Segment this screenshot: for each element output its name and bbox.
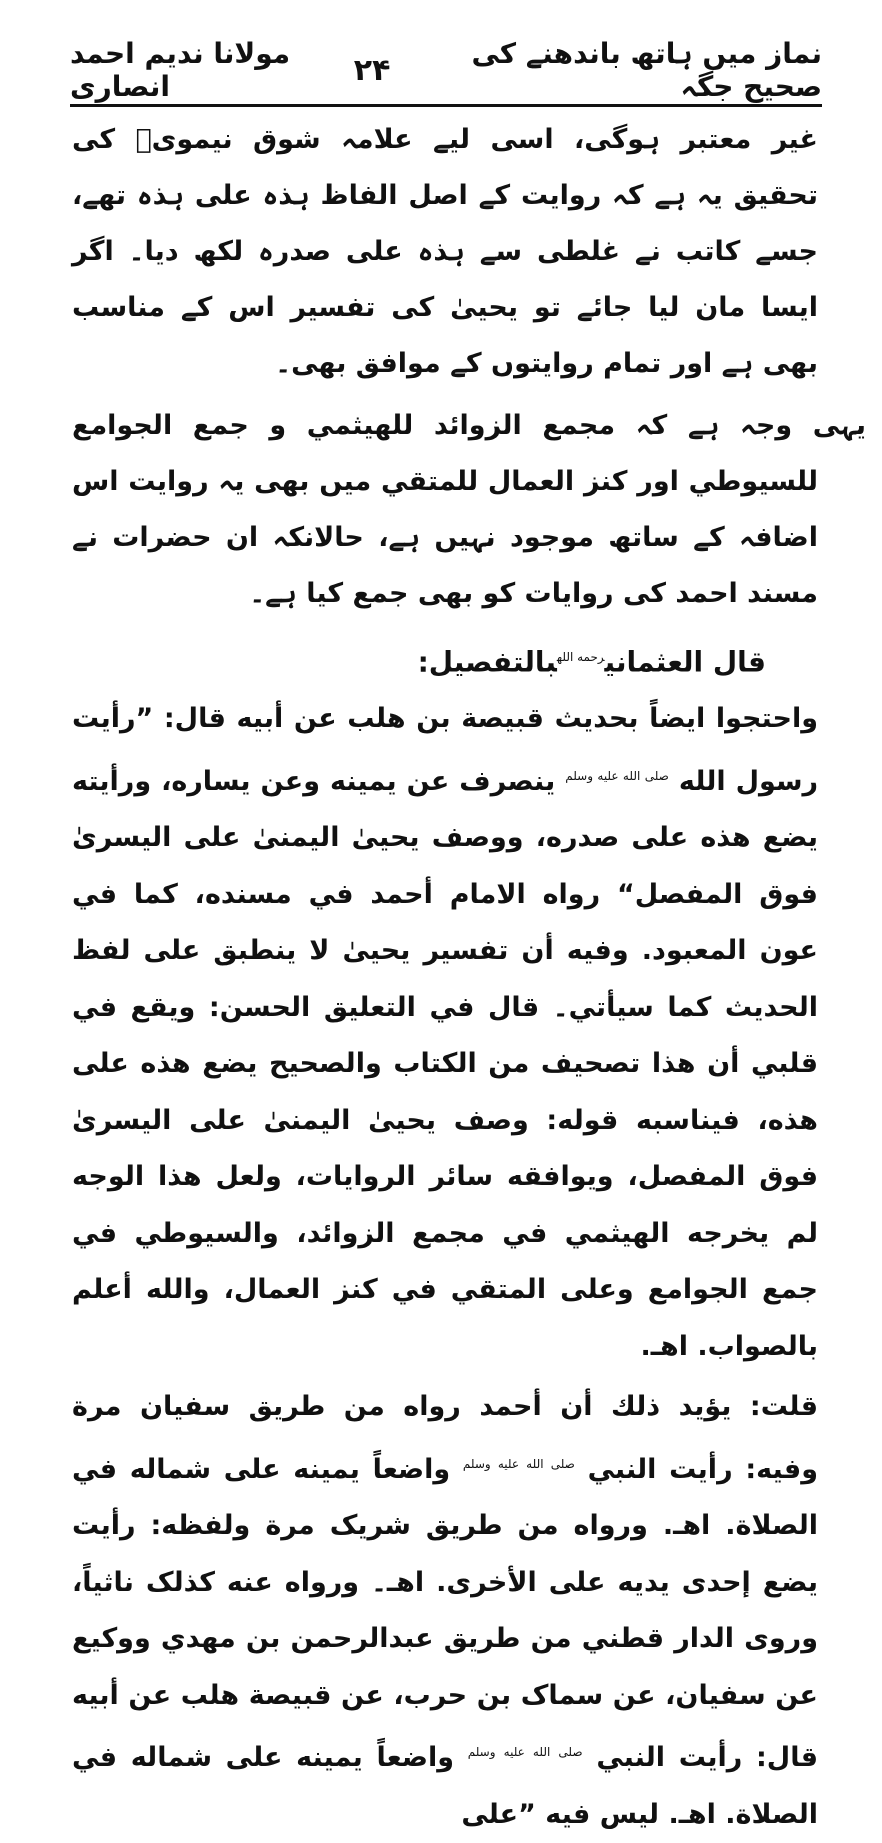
arabic-p2-text-a: قلت: يؤيد ذلك أن أحمد رواه من طريق سفيان مرة وفيه: رأيت النبي — [72, 1391, 818, 1485]
heading-text: قال العثماني — [604, 645, 766, 679]
arabic-p2-text-c: واضعاً يمينه على شماله في الصلاة. اهـ. ليس فيه ”على — [72, 1742, 818, 1830]
arabic-paragraph-1 — [72, 691, 818, 1375]
chapter-title: نماز میں ہاتھ باندھنے کی صحیح جگہ — [471, 37, 822, 103]
heading-suffix: بالتفصيل: — [417, 645, 557, 679]
arabic-p2-text-b: واضعاً يمينه على شماله في الصلاة. اهـ. ورواه من طريق شريک مرة ولفظه: رأيت يضع إحدى يديه على الأخرى. اهـ۔ ورواه عنه كذلک ناثياً، وروى الدار قطني من طريق عبدالرحمن بن مهدي ووكيع عن سفيان، عن سماک بن حرب، عن قبيصة هلب عن أبيه قال: رأيت النبي — [72, 1453, 819, 1774]
page-number: ۲۴ — [353, 52, 391, 88]
arabic-p1-text-b: ينصرف عن يمينه وعن يساره، ورأيته يضع هذه على صدره، ووصف يحيىٰ اليمنىٰ على اليسرىٰ فوق المفصل“ رواه الامام أحمد في مسنده، كما في عون المعبود. وفيه أن تفسير يحيىٰ لا ينطبق على لفظ الحديث كما سيأتي۔ قال في التعليق الحسن: ويقع في قلبي أن هذا تصحيف من الكتاب والصحيح يضع هذه على هذه، فيناسبه قوله: وصف يحيىٰ اليمنىٰ على اليسرىٰ فوق المفصل، ويوافقه سائر الروايات، ولعل هذا الوجه لم يخرجه الهيثمي في مجمع الزوائد، والسيوطي في جمع الجوامع وعلى المتقي في كنز العمال، والله أعلم بالصواب. اهـ. — [72, 765, 818, 1362]
urdu-paragraph-1: غیر معتبر ہوگی، اسی لیے علامہ شوق نیمویؒ کی تحقیق یہ ہے کہ روایت کے اصل الفاظ ہذہ علی ہذہ تھے، جسے کاتب نے غلطی سے ہذہ علی صدرہ لکھ دیا۔ اگر ایسا مان لیا جائے تو یحییٰ کی تفسیر اس کے مناسب بھی ہے اور تمام روایتوں کے موافق بھی۔ — [72, 124, 818, 379]
page-body — [72, 112, 866, 1843]
salawat-mark: صلى الله عليه وسلم — [462, 1456, 575, 1471]
author-name: مولانا ندیم احمد انصاری — [70, 37, 291, 103]
urdu-paragraph-2: یہی وجہ ہے کہ مجمع الزوائد للهيثمي و جمع الجوامع للسيوطي اور كنز العمال للمتقي میں بھی یہ روایت اس اضافہ کے ساتھ موجود نہیں ہے، حالانکہ ان حضرات نے مسند احمد کی روایات کو بھی جمع کیا ہے۔ — [72, 410, 866, 609]
arabic-paragraph-2 — [72, 1379, 818, 1843]
salawat-mark: صلى الله عليه وسلم — [467, 1745, 583, 1760]
header-divider — [70, 104, 822, 107]
section-heading — [72, 628, 818, 691]
arabic-p1-text-a: واحتجوا ايضاً بحديث قبيصة بن هلب عن أبيه قال: ”رأيت رسول الله — [72, 703, 819, 797]
salawat-mark: صلى الله عليه وسلم — [565, 768, 669, 783]
page-header — [70, 37, 822, 103]
honorific-mark: رحمه الله — [556, 650, 605, 664]
